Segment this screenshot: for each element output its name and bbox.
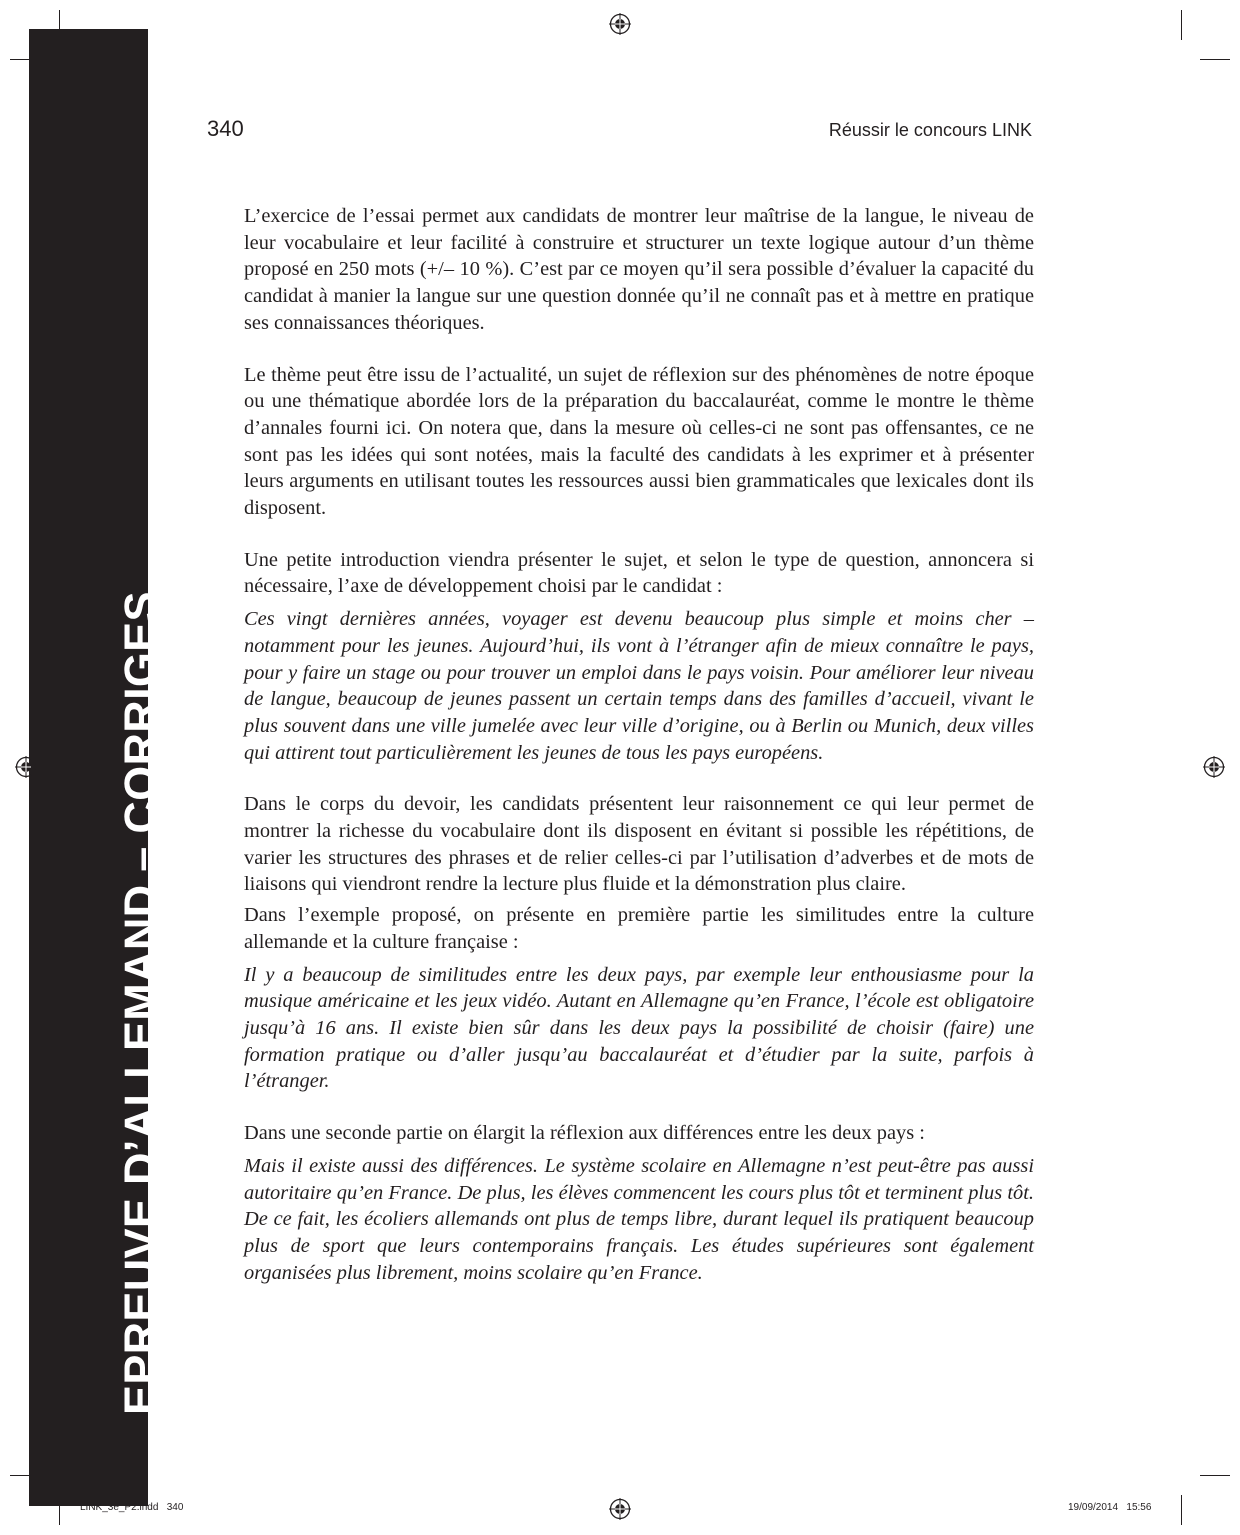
crop-mark-bottom-right-h (1200, 1475, 1230, 1476)
body-text (244, 203, 1034, 1286)
page-number: 340 (207, 116, 244, 141)
paragraph: Dans l’exemple proposé, on présente en première partie les similitudes entre la culture allemande et la culture française : (244, 904, 1034, 953)
example-paragraph: Mais il existe aussi des différences. Le système scolaire en Allemagne n’est peut-être pas aussi autoritaire qu’en France. De plus, les élèves commencent les cours plus tôt et terminent plus tôt. De ce fait, les écoliers allemands ont plus de temps libre, durant lequel ils pratiquent beaucoup plus de sport que leurs contemporains français. Les études supérieures sont également organisées plus librement, moins scolaire qu’en France. (244, 1154, 1034, 1284)
paragraph: Dans le corps du devoir, les candidats présentent leur raisonnement ce qui leur permet de montrer la richesse du vocabulaire dont ils disposent en évitant si possible les répétitions, de varier les structures des phrases et de relier celles-ci par l’utilisation d’adverbes et de mots de liaisons qui viendront rendre la lecture plus fluide et la démonstration plus claire. (244, 793, 1034, 896)
registration-mark-icon (609, 1498, 631, 1520)
running-title: Réussir le concours LINK (828, 120, 1032, 140)
slug-filename: LINK_3e_P2.indd 340 (80, 1502, 184, 1513)
registration-mark-icon (1203, 756, 1225, 778)
crop-mark-top-right-h (1200, 59, 1230, 60)
paragraph: Le thème peut être issu de l’actualité, un sujet de réflexion sur des phénomènes de notre époque ou une thématique abordée lors de la préparation du baccalauréat, comme le montre le thème d’annales fourni ici. On notera que, dans la mesure où celles-ci ne sont pas offensantes, ce ne sont pas les idées qui sont notées, mais la faculté des candidats à les exprimer et à présenter leurs arguments en utilisant toutes les ressources aussi bien grammaticales que lexicales dont ils disposent. (244, 363, 1034, 520)
paragraph: Dans une seconde partie on élargit la réflexion aux différences entre les deux pays : (244, 1122, 925, 1145)
registration-mark-icon (15, 756, 37, 778)
sidebar-title: EPREUVE D’ALLEMAND – CORRIGES (115, 591, 166, 1415)
paragraph: Une petite introduction viendra présenter le sujet, et selon le type de question, annoncera si nécessaire, l’axe de développement choisi par le candidat : (244, 548, 1034, 598)
crop-mark-bottom-right-v (1181, 1495, 1182, 1525)
example-paragraph: Il y a beaucoup de similitudes entre les deux pays, par exemple leur enthousiasme pour la musique américaine et les jeux vidéo. Autant en Allemagne qu’en France, l’école est obligatoire jusqu’à 16 ans. Il existe bien sûr dans les deux pays la possibilité de choisir (faire) une formation pratique ou d’aller jusqu’au baccalauréat et d’étudier par la suite, parfois à l’étranger. (244, 963, 1034, 1093)
paragraph: L’exercice de l’essai permet aux candidats de montrer leur maîtrise de la langue, le niveau de leur vocabulaire et leur facilité à construire et structurer un texte logique autour d’un thème proposé en 250 mots (+/– 10 %). C’est par ce moyen qu’il sera possible d’évaluer la capacité du candidat à manier la langue sur une question donnée qu’il ne connaît pas et à mettre en pratique ses connaissances théoriques. (244, 205, 1034, 334)
slug-datetime: 19/09/2014 15:56 (1068, 1502, 1152, 1513)
crop-mark-top-right-v (1181, 10, 1182, 40)
registration-mark-icon (609, 13, 631, 35)
example-paragraph: Ces vingt dernières années, voyager est devenu beaucoup plus simple et moins cher – notamment pour les jeunes. Aujourd’hui, ils vont à l’étranger afin de mieux connaître le pays, pour y faire un stage ou pour trouver un emploi dans le pays voisin. Pour améliorer leur niveau de langue, beaucoup de jeunes passent un certain temps dans des familles d’accueil, vivant le plus souvent dans une ville jumelée avec leur ville d’origine, ou à Berlin ou Munich, deux villes qui attirent tout particulièrement les jeunes de tous les pays européens. (244, 608, 1034, 764)
